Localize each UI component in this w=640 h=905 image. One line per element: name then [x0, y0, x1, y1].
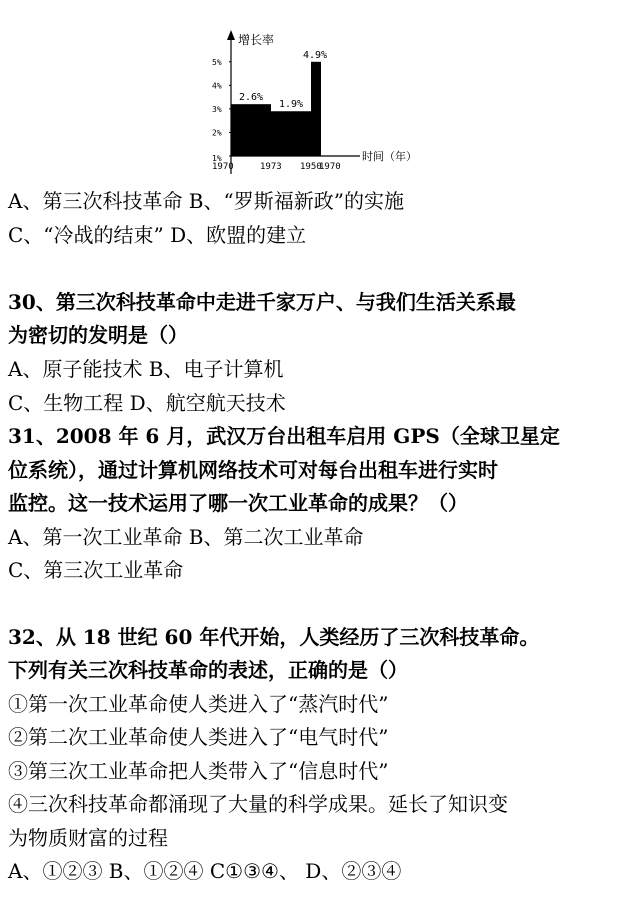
bar-3 — [311, 62, 321, 156]
x-tick-label: 1950 — [300, 162, 322, 172]
y-tick-label: 2% — [212, 128, 222, 138]
q31-option-c: C、第三次工业革命 — [8, 558, 184, 582]
bar-value-label: 2.6% — [239, 92, 264, 104]
q31-options-ab: A、第一次工业革命 B、第二次工业革命 — [8, 525, 364, 549]
growth-rate-chart — [210, 26, 450, 176]
bar-2 — [271, 111, 311, 156]
q32-options: A、①②③ B、①②④ C①③④、 D、②③④ — [8, 859, 402, 883]
q30-stem-line-1: 30、第三次科技革命中走进千家万户、与我们生活关系最 — [8, 290, 516, 314]
q30-options-ab: A、原子能技术 B、电子计算机 — [8, 357, 284, 381]
q31-stem-line-2: 位系统），通过计算机网络技术可对每台出租车进行实时 — [8, 458, 498, 482]
x-tick-label: 1970 — [212, 162, 234, 172]
x-tick-label: 1970 — [319, 162, 341, 172]
y-tick-label: 4% — [212, 81, 222, 91]
q31-stem-line-1: 31、2008 年 6 月，武汉万台出租车启用 GPS（全球卫星定 — [8, 424, 560, 448]
x-axis-label: 时间（年） — [362, 150, 417, 163]
q32-statement-1: ①第一次工业革命使人类进入了“蒸汽时代” — [8, 692, 389, 716]
q29-options-ab: A、第三次科技革命 B、“罗斯福新政”的实施 — [8, 189, 404, 213]
q32-statement-4-line-2: 为物质财富的过程 — [8, 826, 168, 850]
q32-statement-4-line-1: ④三次科技革命都涌现了大量的科学成果。延长了知识变 — [8, 792, 508, 816]
q29-options-cd: C、“冷战的结束” D、欧盟的建立 — [8, 223, 307, 247]
q31-stem-line-3: 监控。这一技术运用了哪一次工业革命的成果？（） — [8, 491, 468, 515]
y-axis-arrow-icon — [227, 30, 235, 40]
y-tick-label: 1% — [212, 154, 222, 163]
q32-statement-2: ②第二次工业革命使人类进入了“电气时代” — [8, 725, 389, 749]
x-tick-label: 1973 — [260, 162, 282, 172]
y-axis-label: 增长率 — [238, 33, 275, 47]
y-tick-label: 5% — [212, 57, 222, 67]
bar-value-label: 1.9% — [279, 99, 304, 111]
q32-stem-line-1: 32、从 18 世纪 60 年代开始，人类经历了三次科技革命。 — [8, 625, 540, 649]
q30-stem-line-2: 为密切的发明是（） — [8, 323, 188, 347]
q32-statement-3: ③第三次工业革命把人类带入了“信息时代” — [8, 759, 389, 783]
q30-options-cd: C、生物工程 D、航空航天技术 — [8, 391, 286, 415]
y-tick-label: 3% — [212, 104, 222, 114]
q32-stem-line-2: 下列有关三次科技革命的表述，正确的是（） — [8, 658, 408, 682]
bar-value-label: 4.9% — [303, 49, 328, 61]
bar-1 — [231, 104, 271, 156]
